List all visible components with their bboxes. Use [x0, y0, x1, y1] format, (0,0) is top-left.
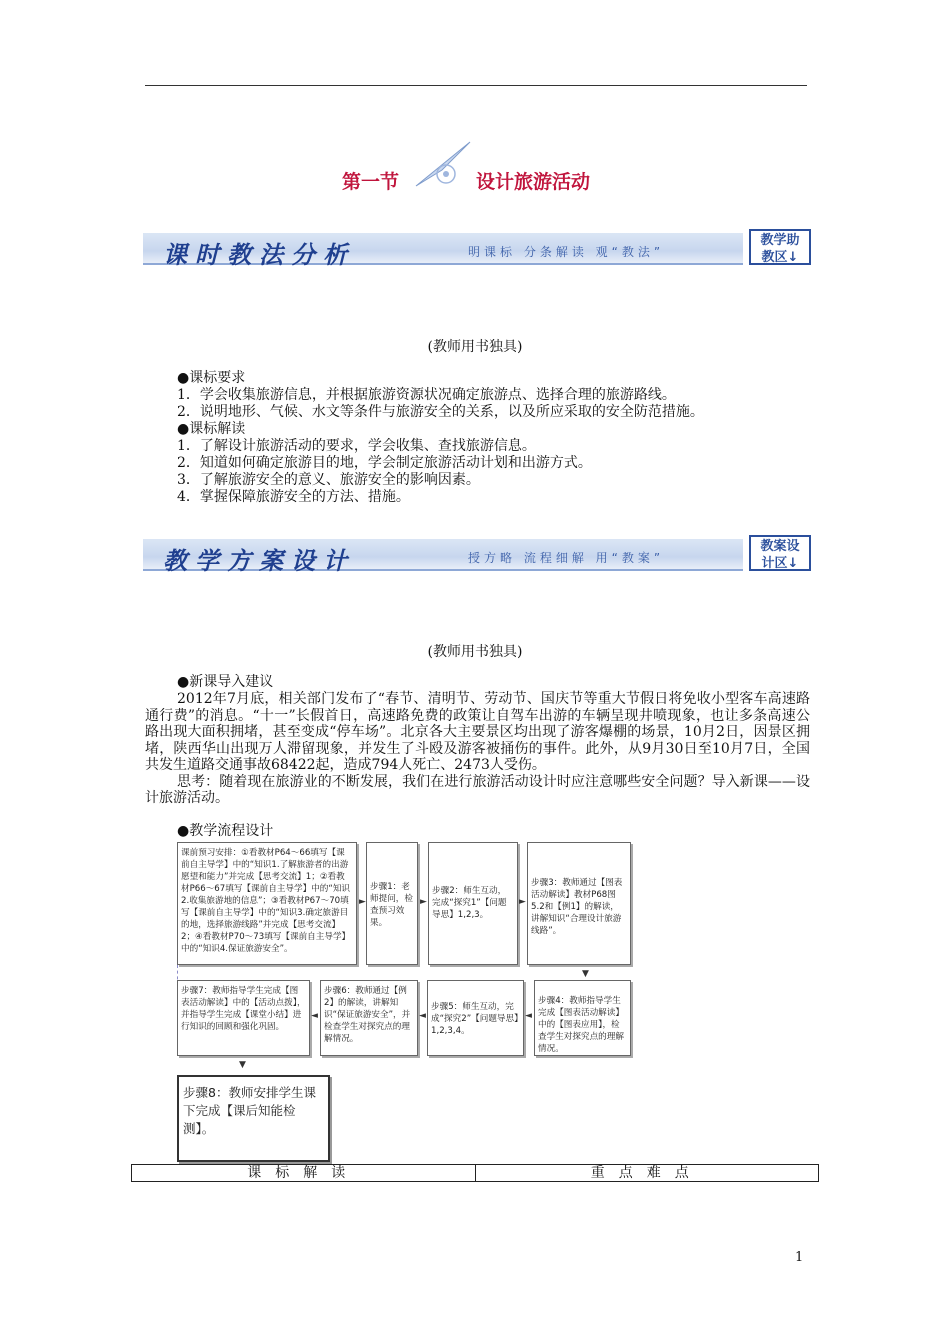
interpretation-heading: ●课标解读 [177, 421, 246, 437]
interpretation-item: 2．知道如何确定旅游目的地，学会制定旅游活动计划和出游方式。 [177, 455, 592, 471]
intro-body [145, 691, 810, 807]
teacher-note: (教师用书独具) [427, 339, 523, 355]
arrow-right-icon: ► [420, 897, 427, 907]
intro-paragraph: 2012年7月底，相关部门发布了“春节、清明节、劳动节、国庆节等重大节假日将免收小型客车高速路通行费”的消息。“十一”长假首日，高速路免费的政策让自驾车出游的车辆呈现井喷现象，也让多条高速公路出现大面积拥堵，甚至变成“停车场”。北京各大主要景区均出现了游客爆棚的场景，10月2日，因景区拥堵，陕西华山出现万人滞留现象，并发生了斗殴及游客被捅伤的事件。此外，从9月30日至10月7日，全国共发生道路交通事故68422起，造成794人死亡、2473人受伤。 [145, 691, 810, 773]
arrow-right-icon: ► [359, 897, 366, 907]
flow-step2-box: 步骤2：师生互动，完成“探究1”【问题导思】1,2,3。 [428, 842, 518, 965]
banner-subtitle: 授方略 流程细解 用“教案” [468, 551, 665, 565]
intro-heading: ●新课导入建议 [177, 674, 274, 690]
banner-title: 课时教法分析 [163, 240, 355, 269]
interpretation-item: 1．了解设计旅游活动的要求，学会收集、查找旅游信息。 [177, 438, 536, 454]
banner-lesson-plan [143, 535, 813, 573]
banner-teaching-analysis [143, 229, 813, 267]
arrow-left-icon: ◄ [419, 1011, 426, 1021]
interpretation-item: 4．掌握保障旅游安全的方法、措施。 [177, 489, 410, 505]
flow-preview-box: 课前预习安排：①看教材P64～66填写【课前自主导学】中的“知识1.了解旅游者的出游愿望和能力”并完成【思考交流】1；②看教材P66～67填写【课前自主导学】中的“知识2.收集旅游地的信息”；③看教材P67～70填写【课前自主导学】中的“知识3.确定旅游目的地，选择旅游线路”并完成【思考交流】2；④看教材P70～73填写【课前自主导学】中的“知识4.保证旅游安全”。 [177, 842, 357, 965]
banner-subtitle: 明课标 分条解读 观“教法” [468, 245, 665, 259]
flow-step3-box: 步骤3：教师通过【图表活动解读】教材P68图5.2和【例1】的解读，讲解知识“合理设计旅游线路”。 [527, 842, 631, 965]
flow-step6-box: 步骤6：教师通过【例2】的解读，讲解知识“保证旅游安全”，并检查学生对探究点的理解情况。 [320, 980, 418, 1056]
standards-table-header [131, 1164, 819, 1182]
arrow-left-icon: ◄ [311, 1011, 318, 1021]
page-number: 1 [795, 1250, 804, 1265]
flow-heading: ●教学流程设计 [177, 823, 274, 839]
arrow-left-icon: ◄ [525, 1011, 532, 1021]
standards-item: 2．说明地形、气候、水文等条件与旅游安全的关系，以及所应采取的安全防范措施。 [177, 404, 704, 420]
table-col-standards: 课标解读 [247, 1165, 360, 1181]
arrow-down-icon: ▼ [239, 1060, 246, 1070]
arrow-down-icon: ▼ [582, 969, 589, 979]
header-rule [145, 85, 807, 86]
teacher-note: (教师用书独具) [427, 644, 523, 660]
flow-step7-box: 步骤7：教师指导学生完成【图表活动解读】中的【活动点拨】，并指导学生完成【课堂小结】进行知识的回顾和强化巩固。 [177, 980, 310, 1056]
intro-think: 思考：随着现在旅游业的不断发展，我们在进行旅游活动设计时应注意哪些安全问题？导入新课——设计旅游活动。 [145, 773, 810, 806]
banner-tag-line1: 教案设 [760, 539, 800, 554]
interpretation-item: 3．了解旅游安全的意义、旅游安全的影响因素。 [177, 472, 480, 488]
banner-tag-button[interactable] [749, 229, 811, 265]
banner-tag-line1: 教学助 [760, 233, 800, 248]
flow-step5-box: 步骤5：师生互动，完成“探究2”【问题导思】1,2,3,4。 [427, 980, 524, 1056]
standards-heading: ●课标要求 [177, 370, 246, 386]
banner-tag-line2: 计区↓ [761, 556, 799, 571]
banner-tag-button[interactable] [749, 535, 811, 571]
banner-tag-line2: 教区↓ [761, 250, 799, 265]
flow-step8-box: 步骤8：教师安排学生课下完成【课后知能检测】。 [177, 1075, 330, 1162]
flow-step1-box: 步骤1：老师提问，检查预习效果。 [366, 842, 418, 965]
section-title [300, 140, 650, 200]
banner-title: 教学方案设计 [163, 546, 355, 575]
section-number: 第一节 [342, 171, 400, 193]
paper-plane-icon [412, 140, 472, 192]
table-col-key-points: 重点难点 [475, 1165, 819, 1181]
flow-step4-box: 步骤4：教师指导学生完成【图表活动解读】中的【图表应用】，检查学生对探究点的理解情况。 [534, 980, 631, 1056]
standards-item: 1．学会收集旅游信息，并根据旅游资源状况确定旅游点、选择合理的旅游路线。 [177, 387, 676, 403]
arrow-right-icon: ► [519, 897, 526, 907]
section-name: 设计旅游活动 [476, 171, 591, 193]
